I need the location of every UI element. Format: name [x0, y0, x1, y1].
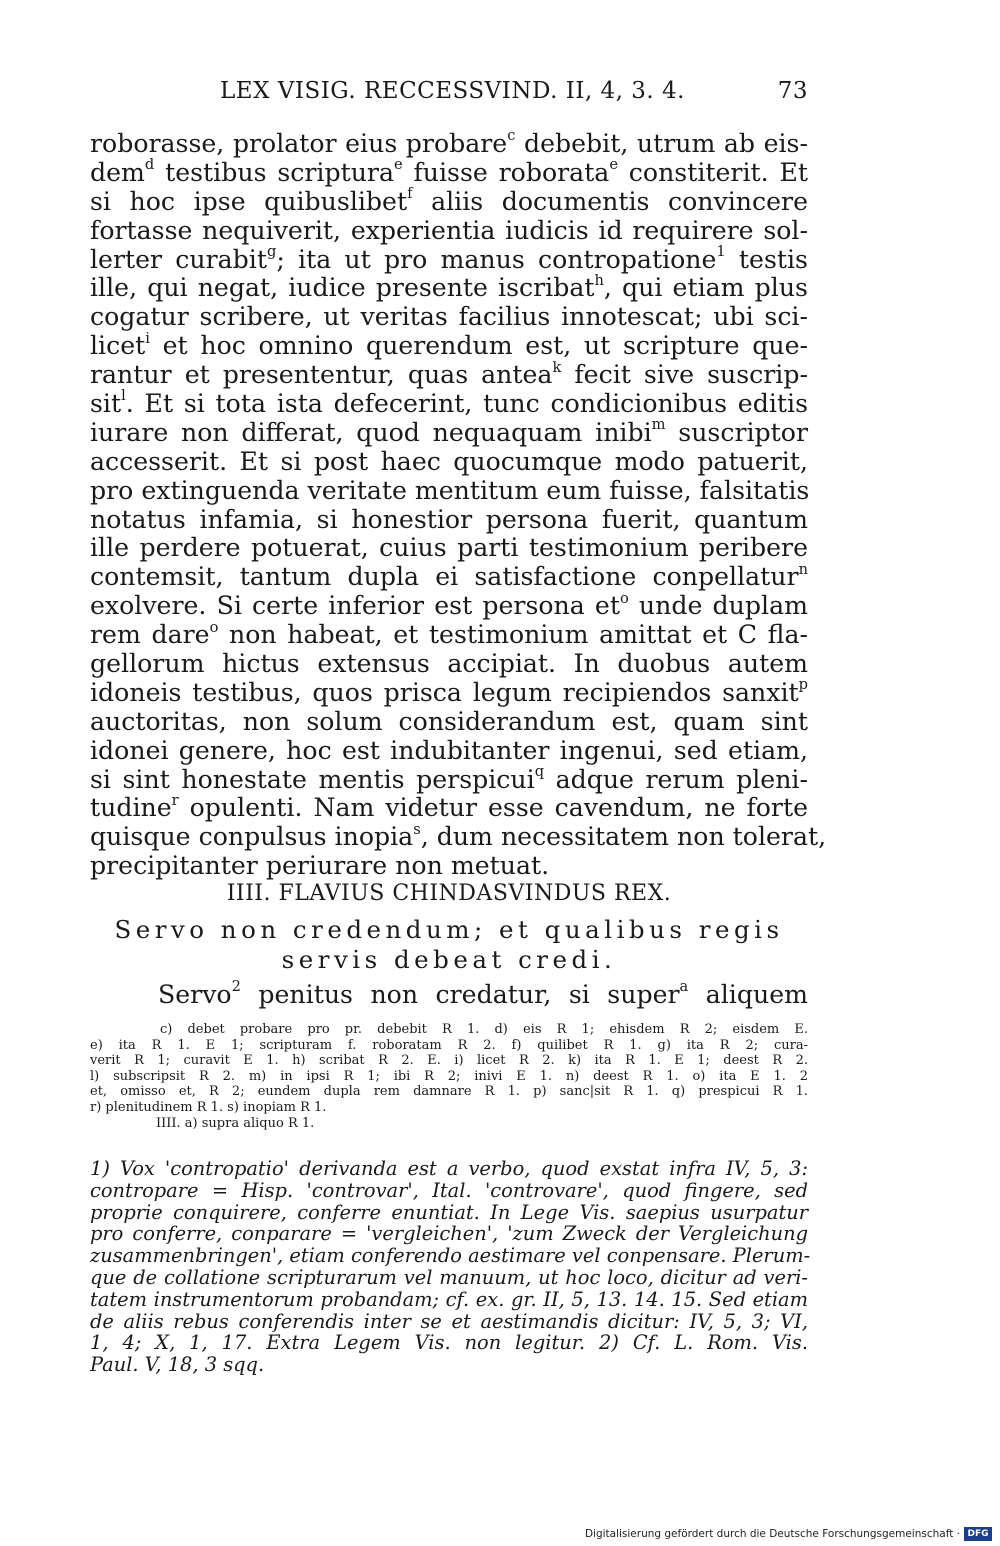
text-line: [90, 589, 808, 621]
note-marker: d: [144, 156, 155, 174]
text-segment: , qui etiam plus: [603, 273, 808, 303]
apparatus-line: e) ita R 1. E 1; scripturam f. roboratam R 2. f) quilibet R 1. g) ita R 2; cura-: [90, 1037, 808, 1053]
footnote-line: zusammenbringen', etiam conferendo aestimare vel conpensare. Plerum-: [90, 1244, 811, 1268]
note-marker: i: [145, 329, 150, 347]
note-marker: p: [798, 676, 808, 694]
text-line: [90, 820, 827, 852]
text-segment: si sint honestate mentis perspicui: [90, 764, 535, 794]
text-line: [90, 763, 808, 795]
text-segment: lerter curabit: [90, 244, 267, 274]
rubric-line: servis debeat credi.: [281, 945, 617, 974]
note-marker: h: [594, 271, 604, 289]
footnote-line: pro conferre, conparare = 'vergleichen', 'zum Zweck der Vergleichung: [90, 1222, 808, 1246]
page-number: 73: [777, 78, 808, 104]
section-first-line: [158, 980, 808, 1009]
text-segment: et hoc omnino querendum est, ut scripture que-: [149, 331, 808, 361]
text-line: [90, 387, 808, 419]
critical-apparatus: [90, 1022, 808, 1131]
section-heading: IIII. FLAVIUS CHINDASVINDUS REX.: [226, 881, 672, 906]
text-segment: dem: [90, 157, 145, 187]
apparatus-line: r) plenitudinem R 1. s) inopiam R 1.: [90, 1099, 327, 1115]
text-segment: roborasse, prolator eius probare: [90, 129, 508, 158]
text-segment: quisque conpulsus inopia: [90, 822, 414, 852]
main-text: [90, 127, 827, 881]
text-line: [90, 534, 808, 563]
text-segment: precipitanter periurare non metuat.: [90, 851, 550, 881]
text-segment: suscriptor: [665, 417, 809, 447]
text-line: [90, 185, 808, 217]
note-marker: k: [552, 358, 562, 376]
note-marker: 2: [231, 978, 241, 996]
digitization-footer: [584, 1527, 992, 1543]
text-segment: ille perdere potuerat, cuius parti testimonium peribere: [90, 533, 808, 563]
text-line: [90, 448, 808, 477]
text-line: [90, 329, 808, 361]
footnote-line: que de collatione scripturarum vel manuum, ut hoc loco, dicitur ad veri-: [90, 1265, 808, 1289]
note-marker: m: [651, 416, 666, 434]
text-line: [90, 358, 808, 390]
footnotes: [90, 1157, 811, 1377]
footnote-line: Paul. V, 18, 3 sqq.: [90, 1353, 265, 1377]
text-segment: fecit sive suscrip-: [561, 360, 808, 390]
text-segment: aliquem: [688, 980, 808, 1009]
text-segment: idonei genere, hoc est indubitanter ingenui, sed etiam,: [90, 735, 808, 765]
footnote-line: 1) Vox 'contropatio' derivanda est a verbo, quod exstat infra IV, 5, 3:: [90, 1157, 808, 1180]
text-line: [90, 303, 808, 332]
text-segment: constiterit. Et: [617, 157, 808, 187]
text-segment: fortasse nequiverit, experientia iudicis id requirere sol-: [90, 215, 808, 245]
note-marker: e: [609, 156, 618, 174]
text-segment: contemsit, tantum dupla ei satisfactione conpellatur: [90, 562, 799, 592]
text-line: [90, 650, 808, 679]
text-line: [90, 852, 808, 881]
text-segment: idoneis testibus, quos prisca legum recipiendos sanxit: [90, 677, 799, 707]
text-line: [90, 156, 808, 188]
text-line: [90, 676, 808, 708]
text-segment: sit: [90, 389, 122, 419]
text-line: [90, 127, 808, 159]
text-segment: tudine: [90, 793, 172, 823]
text-segment: notatus infamia, si honestior persona fuerit, quantum: [90, 504, 808, 534]
running-title: LEX VISIG. RECCESSVIND. II, 4, 3. 4.: [220, 78, 685, 104]
text-segment: accesserit. Et si post haec quocumque modo patuerit,: [90, 446, 808, 476]
note-marker: n: [798, 560, 808, 578]
text-segment: adque rerum pleni-: [544, 764, 808, 794]
text-segment: penitus non credatur, si super: [240, 980, 680, 1009]
text-line: [90, 217, 808, 246]
apparatus-line: IIII. a) supra aliquo R 1.: [156, 1115, 315, 1131]
text-segment: rantur et presententur, quas antea: [90, 360, 553, 390]
text-segment: testis: [725, 244, 808, 274]
note-marker: g: [266, 242, 277, 260]
dfg-logo: DFG: [964, 1527, 992, 1541]
text-segment: ; ita ut pro manus contropatione: [276, 244, 717, 274]
text-segment: opulenti. Nam videtur esse cavendum, ne forte: [178, 793, 808, 823]
funding-credit: Digitalisierung gefördert durch die Deutsche Forschungsgemeinschaft ·: [584, 1528, 960, 1540]
text-segment: aliis documentis convincere: [412, 186, 808, 216]
rubric-line: Servo non credendum; et qualibus regis: [114, 915, 784, 944]
text-line: [90, 708, 808, 737]
apparatus-line: et, omisso et, R 2; eundem dupla rem damnare R 1. p) sanc|sit R 1. q) prespicui R 1.: [90, 1084, 808, 1100]
section-rubric: [90, 915, 808, 975]
text-line: [90, 506, 808, 535]
text-segment: pro extinguenda veritate mentitum eum fuisse, falsitatis: [90, 475, 810, 505]
note-marker: o: [209, 618, 219, 636]
text-segment: auctoritas, non solum considerandum est, quam sint: [90, 706, 808, 736]
text-segment: iurare non differat, quod nequaquam inibi: [90, 417, 652, 447]
running-header: [90, 78, 808, 110]
apparatus-line: c) debet probare pro pr. debebit R 1. d) eis R 1; ehisdem R 2; eisdem E.: [160, 1022, 808, 1037]
footnote-line: de aliis rebus conferendis inter se et aestimandis dicitur: IV, 5, 3; VI,: [90, 1309, 808, 1333]
footnote-line: proprie conquirere, conferre enuntiat. In Lege Vis. saepius usurpatur: [90, 1200, 808, 1224]
text-segment: debebit, utrum ab eis-: [515, 129, 808, 158]
apparatus-line: l) subscripsit R 2. m) in ipsi R 1; ibi R 2; inivi E 1. n) deest R 1. o) ita E 1. 2: [90, 1068, 808, 1084]
text-line: [90, 618, 808, 650]
footnote-line: contropare = Hisp. 'controvar', Ital. 'controvare', quod fingere, sed: [90, 1178, 808, 1202]
text-line: [90, 791, 808, 823]
text-line: [90, 271, 808, 303]
note-marker: a: [679, 978, 689, 996]
note-marker: s: [413, 820, 421, 838]
text-segment: Servo: [158, 980, 232, 1009]
text-segment: exolvere. Si certe inferior est persona et: [90, 591, 620, 621]
note-marker: o: [619, 589, 629, 607]
note-marker: l: [121, 387, 126, 405]
text-segment: rem dare: [90, 620, 210, 650]
text-segment: , dum necessitatem non tolerat,: [420, 822, 827, 852]
text-segment: non habeat, et testimonium amittat et C fla-: [218, 620, 808, 650]
text-segment: fuisse roborata: [402, 157, 610, 187]
text-segment: ille, qui negat, iudice presente iscribat: [90, 273, 595, 303]
apparatus-line: verit R 1; curavit E 1. h) scribat R 2. E. i) licet R 2. k) ita R 1. E 1; deest R 2.: [90, 1053, 808, 1069]
text-line: [90, 560, 808, 592]
text-line: [90, 477, 808, 506]
note-marker: r: [171, 791, 179, 809]
text-segment: . Et si tota ista defecerint, tunc condicionibus editis: [125, 389, 808, 419]
note-marker: f: [407, 185, 413, 203]
text-segment: cogatur scribere, ut veritas facilius innotescat; ubi sci-: [90, 302, 808, 332]
text-line: [90, 737, 808, 766]
footnote-line: 1, 4; X, 1, 17. Extra Legem Vis. non legitur. 2) Cf. L. Rom. Vis.: [90, 1331, 808, 1355]
text-segment: testibus scriptura: [154, 157, 394, 187]
note-marker: e: [393, 156, 403, 174]
note-marker: 1: [716, 242, 726, 260]
text-segment: unde duplam: [628, 591, 808, 621]
text-line: [90, 242, 808, 275]
text-segment: licet: [90, 331, 146, 361]
note-marker: c: [507, 127, 516, 145]
text-segment: gellorum hictus extensus accipiat. In duobus autem: [90, 649, 808, 679]
text-line: [90, 416, 809, 448]
footnote-line: tatem instrumentorum probandam; cf. ex. gr. II, 5, 13. 14. 15. Sed etiam: [90, 1287, 808, 1311]
note-marker: q: [534, 763, 545, 781]
text-segment: si hoc ipse quibuslibet: [90, 186, 408, 216]
